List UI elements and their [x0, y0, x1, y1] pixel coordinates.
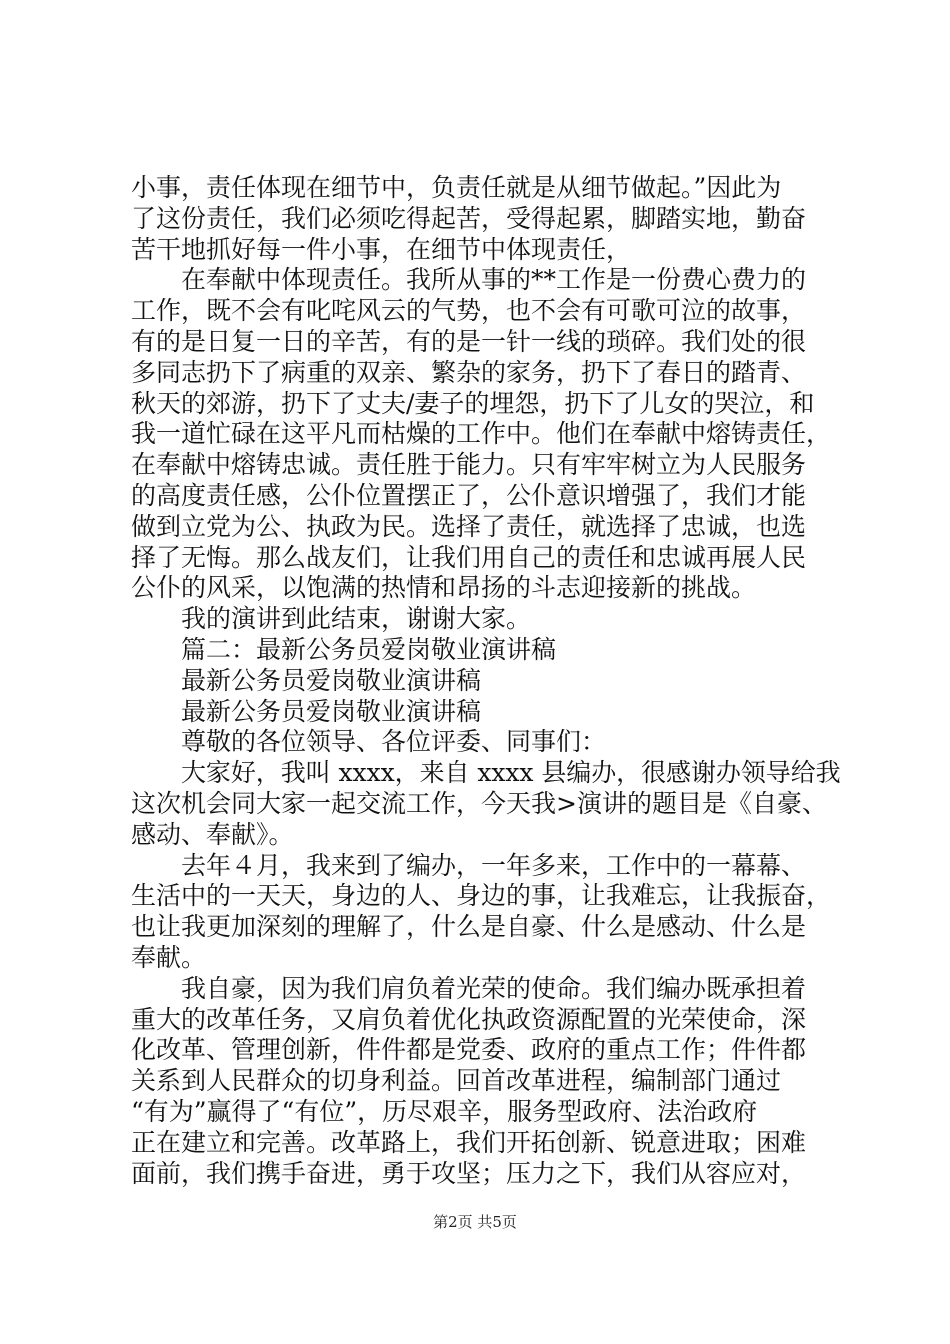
text-line: 我一道忙碌在这平凡而枯燥的工作中。他们在奉献中熔铸责任，: [131, 419, 832, 449]
text-line: 做到立党为公、执政为民。选择了责任，就选择了忠诚，也选: [131, 511, 807, 541]
text-line: 面前，我们携手奋进，勇于攻坚；压力之下，我们从容应对，: [131, 1158, 807, 1188]
text-line: 在奉献中熔铸忠诚。责任胜于能力。只有牢牢树立为人民服务: [131, 450, 807, 480]
text-line: 在奉献中体现责任。我所从事的**工作是一份费心费力的: [181, 265, 807, 295]
text-line: 有的是日复一日的辛苦，有的是一针一线的琐碎。我们处的很: [131, 326, 807, 356]
text-line: 重大的改革任务，又肩负着优化执政资源配置的光荣使命，深: [131, 1004, 807, 1034]
text-line: 公仆的风采，以饱满的热情和昂扬的斗志迎接新的挑战。: [131, 573, 757, 603]
document-body: [131, 173, 841, 1189]
text-line: 小事，责任体现在细节中，负责任就是从细节做起。”因此为: [131, 173, 782, 202]
page-footer: 第2页 共5页: [433, 1213, 517, 1231]
text-line: 尊敬的各位领导、各位评委、同事们：: [181, 727, 607, 757]
text-line: 化改革、管理创新，件件都是党委、政府的重点工作；件件都: [131, 1035, 807, 1065]
text-line: 也让我更加深刻的理解了，什么是自豪、什么是感动、什么是: [131, 912, 807, 942]
text-line: 感动、奉献》。: [131, 819, 294, 849]
text-line: 最新公务员爱岗敬业演讲稿: [181, 696, 482, 726]
text-line: 这次机会同大家一起交流工作，今天我>演讲的题目是《自豪、: [131, 788, 827, 818]
text-line: 多同志扔下了病重的双亲、繁杂的家务，扔下了春日的踏青、: [131, 357, 807, 387]
text-line: “有为”赢得了“有位”，历尽艰辛，服务型政府、法治政府: [131, 1096, 758, 1126]
text-line: 篇二：最新公务员爱岗敬业演讲稿: [181, 634, 557, 664]
text-line: 我自豪，因为我们肩负着光荣的使命。我们编办既承担着: [181, 973, 807, 1003]
text-line: 工作，既不会有叱咤风云的气势，也不会有可歌可泣的故事，: [131, 296, 807, 326]
text-line: 关系到人民群众的切身利益。回首改革进程，编制部门通过: [131, 1066, 782, 1096]
text-line: 奉献。: [131, 942, 207, 972]
text-line: 了这份责任，我们必须吃得起苦，受得起累，脚踏实地，勤奋: [131, 203, 807, 233]
text-line: 最新公务员爱岗敬业演讲稿: [181, 665, 482, 695]
text-line: 正在建立和完善。改革路上，我们开拓创新、锐意进取；困难: [131, 1127, 807, 1157]
text-line: 苦干地抓好每一件小事，在细节中体现责任，: [131, 234, 632, 264]
text-line: 我的演讲到此结束，谢谢大家。: [181, 604, 532, 634]
text-line: 的高度责任感，公仆位置摆正了，公仆意识增强了，我们才能: [131, 480, 807, 510]
text-line: 生活中的一天天，身边的人、身边的事，让我难忘，让我振奋，: [131, 881, 832, 911]
text-line: 大家好，我叫 xxxx，来自 xxxx 县编办，很感谢办领导给我: [181, 758, 841, 788]
text-line: 去年４月，我来到了编办，一年多来，工作中的一幕幕、: [181, 850, 807, 880]
text-line: 秋天的郊游，扔下了丈夫/妻子的埋怨，扔下了儿女的哭泣，和: [131, 388, 815, 418]
text-line: 择了无悔。那么战友们，让我们用自己的责任和忠诚再展人民: [131, 542, 807, 572]
